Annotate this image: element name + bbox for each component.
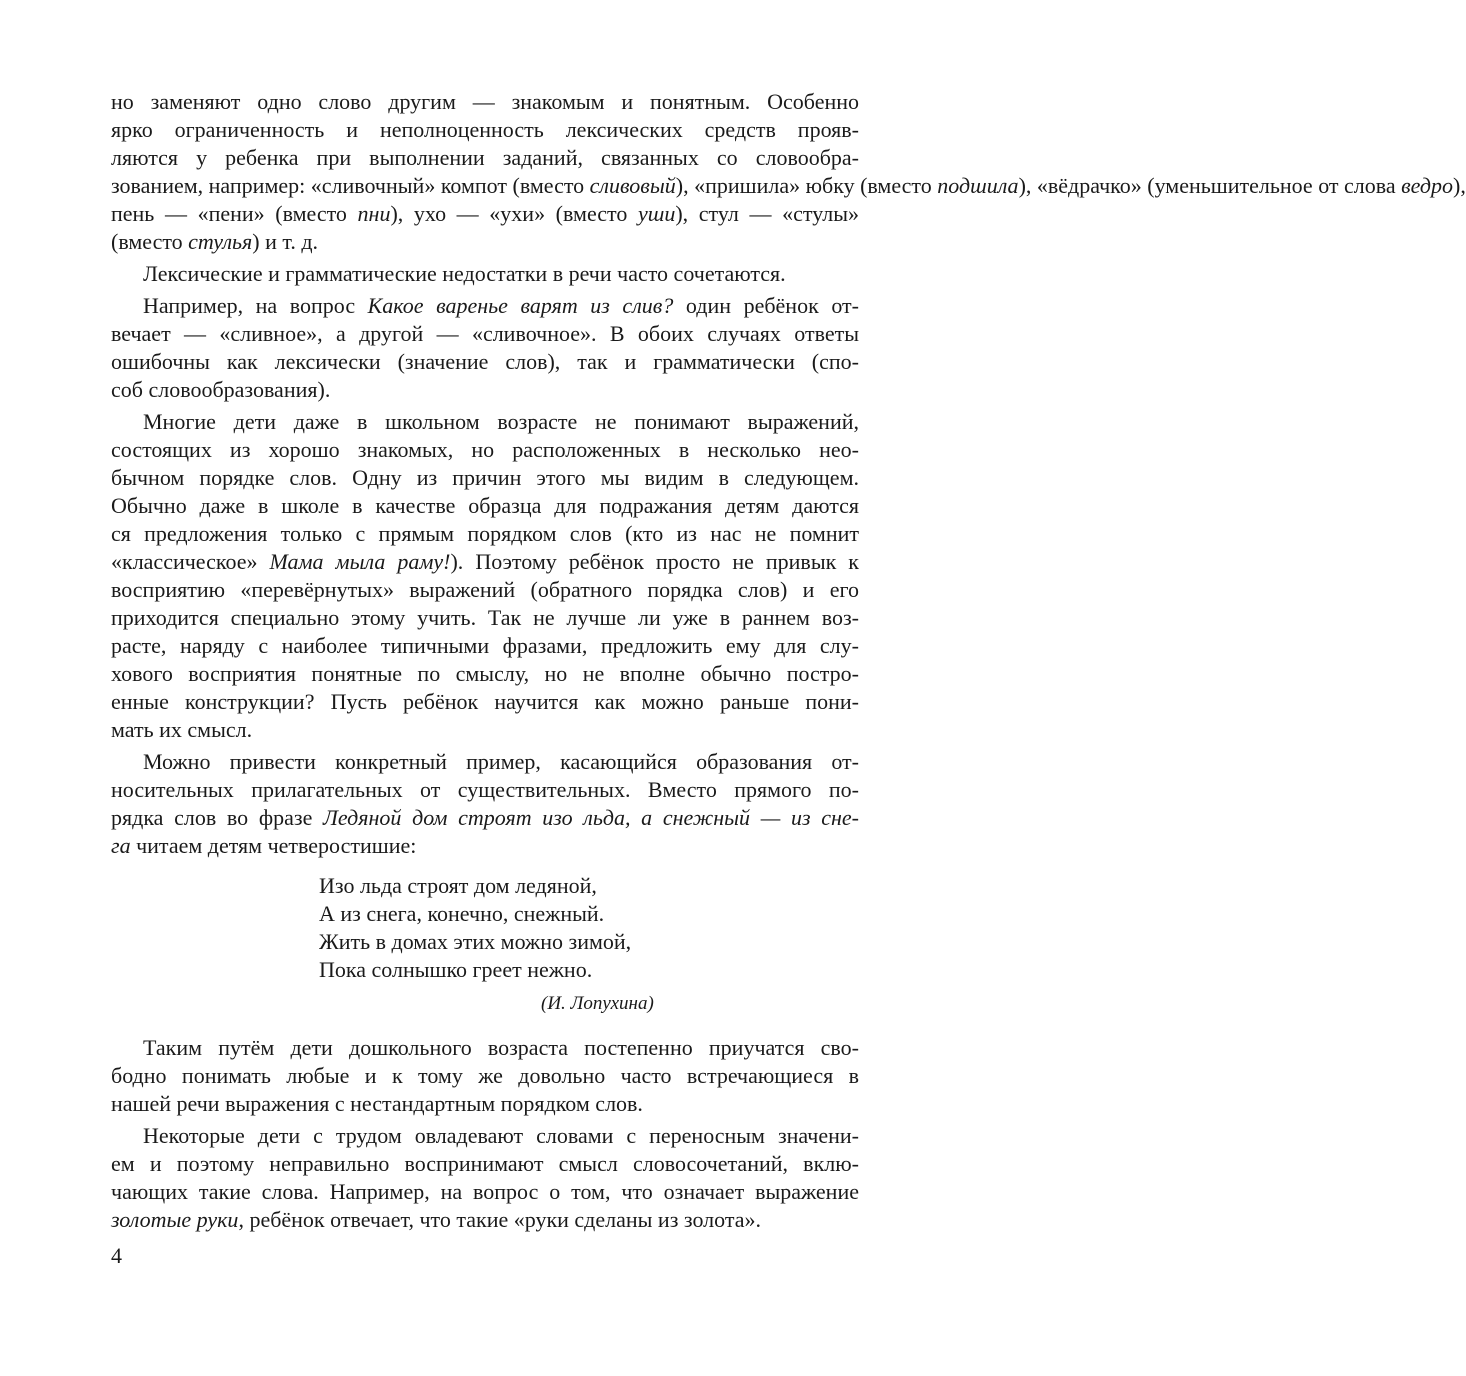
paragraph-3 xyxy=(111,292,859,404)
italic-term: сливовый xyxy=(589,173,676,198)
text-line: ярко ограниченность и неполноценность лексических средств прояв- xyxy=(111,117,859,142)
text-line: соб словообразования). xyxy=(111,377,331,402)
italic-term: подшила xyxy=(937,173,1019,198)
text-line: «классическое» Мама мыла раму!). Поэтому ребёнок просто не привык к xyxy=(111,549,859,574)
italic-term: пни xyxy=(357,201,391,226)
italic-term: уши xyxy=(637,201,676,226)
text-line: (вместо стулья) и т. д. xyxy=(111,229,319,254)
poem-line: Пока солнышко греет нежно. xyxy=(319,957,593,982)
text-line: Лексические и грамматические недостатки в речи часто сочетаются. xyxy=(143,261,786,286)
italic-term: ведро xyxy=(1401,173,1454,198)
poem xyxy=(319,872,859,984)
text-line: состоящих из хорошо знакомых, но расположенных в несколько нео- xyxy=(111,437,859,462)
page-body xyxy=(111,88,1466,1234)
text-line: бодно понимать любые и к тому же довольно часто встречающиеся в xyxy=(111,1063,859,1088)
text-line: золотые руки, ребёнок отвечает, что такие «руки сделаны из золота». xyxy=(111,1207,762,1232)
text-line: ем и поэтому неправильно воспринимают смысл словосочетаний, вклю- xyxy=(111,1151,859,1176)
poem-line: А из снега, конечно, снежный. xyxy=(319,901,605,926)
italic-phrase: золотые руки xyxy=(111,1207,239,1232)
text-line: Обычно даже в школе в качестве образца для подражания детям даются xyxy=(111,493,859,518)
text-line: расте, наряду с наиболее типичными фразами, предложить ему для слу- xyxy=(111,633,859,658)
paragraph-5 xyxy=(111,748,859,860)
poem-line: Жить в домах этих можно зимой, xyxy=(319,929,632,954)
poem-attribution: (И. Лопухина) xyxy=(541,993,654,1014)
text-line: мать их смысл. xyxy=(111,717,253,742)
paragraph-6 xyxy=(111,1034,859,1118)
italic-phrase: Ледяной дом строят изо льда, а снежный — из сне- xyxy=(323,805,860,830)
italic-phrase: га xyxy=(111,833,131,858)
paragraph-2 xyxy=(111,260,859,288)
text-line: ошибочны как лексически (значение слов), так и грамматически (спо- xyxy=(111,349,859,374)
text-line: енные конструкции? Пусть ребёнок научится как можно раньше пони- xyxy=(111,689,859,714)
text-line: но заменяют одно слово другим — знакомым и понятным. Особенно xyxy=(111,89,859,114)
text-line: вечает — «сливное», а другой — «сливочное». В обоих случаях ответы xyxy=(111,321,859,346)
text-line: носительных прилагательных от существительных. Вместо прямого по- xyxy=(111,777,859,802)
text-line: Таким путём дети дошкольного возраста постепенно приучатся сво- xyxy=(143,1035,859,1060)
text-line: чающих такие слова. Например, на вопрос о том, что означает выражение xyxy=(111,1179,859,1204)
italic-question: Какое варенье варят из слив? xyxy=(367,293,674,318)
text-line: бычном порядке слов. Одну из причин этого мы видим в следующем. xyxy=(111,465,859,490)
paragraph-4 xyxy=(111,408,859,744)
text-line: Некоторые дети с трудом овладевают словами с переносным значени- xyxy=(143,1123,859,1148)
italic-quote: Мама мыла раму! xyxy=(269,549,451,574)
paragraph-7 xyxy=(111,1122,859,1234)
text-line: Многие дети даже в школьном возрасте не понимают выражений, xyxy=(143,409,859,434)
text-line: пень — «пени» (вместо пни), ухо — «ухи» (вместо уши), стул — «стулы» xyxy=(111,201,859,226)
text-line: рядка слов во фразе Ледяной дом строят изо льда, а снежный — из сне- xyxy=(111,805,860,830)
text-line: ляются у ребенка при выполнении заданий, связанных со словообра- xyxy=(111,145,859,170)
text-line: ся предложения только с прямым порядком слов (кто из нас не помнит xyxy=(111,521,859,546)
text-line: приходится специально этому учить. Так не лучше ли уже в раннем воз- xyxy=(111,605,859,630)
italic-term: стулья xyxy=(188,229,253,254)
text-line: зованием, например: «сливочный» компот (вместо сливовый), «пришила» юбку (вместо подшила), «вёдрачко» (уменьшительное от слова ведро), xyxy=(111,173,1466,198)
text-line: восприятию «перевёрнутых» выражений (обратного порядка слов) и его xyxy=(111,577,859,602)
text-line: нашей речи выражения с нестандартным порядком слов. xyxy=(111,1091,643,1116)
poem-line: Изо льда строят дом ледяной, xyxy=(319,873,597,898)
text-line: хового восприятия понятные по смыслу, но не вполне обычно постро- xyxy=(111,661,859,686)
text-line: га читаем детям четверостишие: xyxy=(111,833,417,858)
text-line: Можно привести конкретный пример, касающийся образования от- xyxy=(143,749,859,774)
page-number: 4 xyxy=(111,1243,122,1268)
paragraph-1 xyxy=(111,88,1466,256)
text-line: Например, на вопрос Какое варенье варят из слив? один ребёнок от- xyxy=(143,293,859,318)
